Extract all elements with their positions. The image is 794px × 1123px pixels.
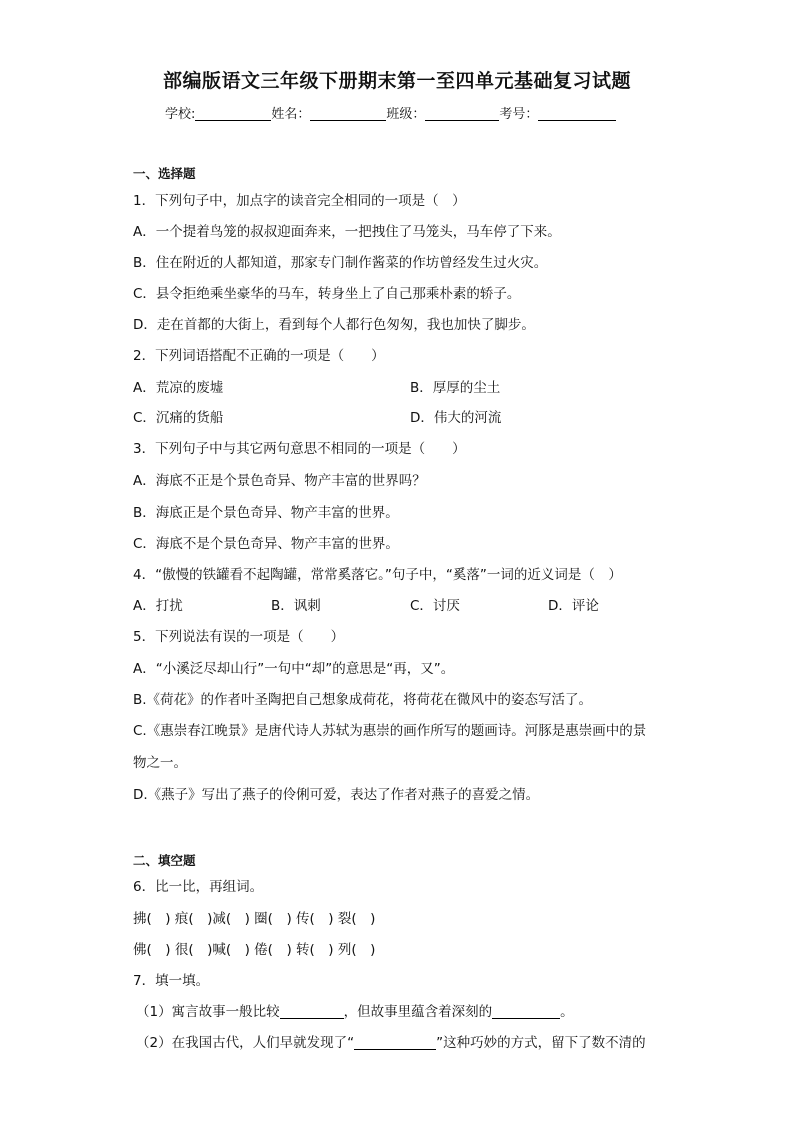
question-1-stem: 1．下列句子中，加点字的读音完全相同的一项是（ ） xyxy=(133,193,466,209)
section-heading-choice: 一、选择题 xyxy=(133,166,196,181)
student-info-row xyxy=(165,103,616,122)
exam-number-blank[interactable] xyxy=(538,106,616,121)
page-title: 部编版语文三年级下册期末第一至四单元基础复习试题 xyxy=(162,70,631,92)
question-2-option-d: D．伟大的河流 xyxy=(410,410,502,426)
question-1-option-d: D．走在首都的大街上，看到每个人都行色匆匆，我也加快了脚步。 xyxy=(133,317,535,333)
school-blank[interactable] xyxy=(195,106,271,121)
question-1-option-a: A．一个提着鸟笼的叔叔迎面奔来，一把拽住了马笼头，马车停了下来。 xyxy=(133,224,561,240)
question-7-item-1-blank-1[interactable] xyxy=(280,1004,344,1019)
question-5-stem: 5．下列说法有误的一项是（ ） xyxy=(133,629,345,645)
question-7-item-2-text-a: （2）在我国古代，人们早就发现了“ xyxy=(136,1035,355,1051)
question-7-item-1-text-c: 。 xyxy=(560,1004,574,1020)
name-blank[interactable] xyxy=(310,106,386,121)
question-1-option-c: C．县令拒绝乘坐豪华的马车，转身坐上了自己那乘朴素的轿子。 xyxy=(133,286,521,302)
question-2-option-a: A．荒凉的废墟 xyxy=(133,380,224,396)
question-7-item-2 xyxy=(136,1034,646,1052)
question-7-item-1-text-b: ，但故事里蕴含着深刻的 xyxy=(343,1004,493,1020)
class-blank[interactable] xyxy=(425,106,499,121)
exam-number-label: 考号： xyxy=(499,107,539,122)
question-6-row-1: 拂( ) 痕( )减( ) 圈( ) 传( ) 裂( ) xyxy=(133,911,376,927)
question-7-item-1 xyxy=(136,1003,574,1021)
section-heading-fill: 二、填空题 xyxy=(133,853,196,868)
question-7-item-2-text-b: ”这种巧妙的方式，留下了数不清的 xyxy=(436,1035,646,1051)
question-3-stem: 3．下列句子中与其它两句意思不相同的一项是（ ） xyxy=(133,441,466,457)
question-1-option-b: B．住在附近的人都知道，那家专门制作酱菜的作坊曾经发生过火灾。 xyxy=(133,255,548,271)
question-5-option-a: A．“小溪泛尽却山行”一句中“却”的意思是“再，又”。 xyxy=(133,661,455,677)
question-3-option-b: B．海底正是个景色奇异、物产丰富的世界。 xyxy=(133,505,399,521)
question-2-option-c: C．沉痛的货船 xyxy=(133,410,224,426)
question-6-stem: 6．比一比，再组词。 xyxy=(133,879,264,895)
question-4-option-c: C．讨厌 xyxy=(410,598,460,614)
question-7-item-1-blank-2[interactable] xyxy=(492,1004,560,1019)
question-5-option-b: B.《荷花》的作者叶圣陶把自己想象成荷花，将荷花在微风中的姿态写活了。 xyxy=(133,692,593,708)
question-6-row-2: 佛( ) 很( )喊( ) 倦( ) 转( ) 列( ) xyxy=(133,942,376,958)
question-7-item-2-blank-1[interactable] xyxy=(354,1035,436,1050)
question-5-option-c-line2: 物之一。 xyxy=(133,755,187,771)
question-4-option-d: D．评论 xyxy=(548,598,599,614)
question-2-stem: 2．下列词语搭配不正确的一项是（ ） xyxy=(133,348,385,364)
question-3-option-a: A．海底不正是个景色奇异、物产丰富的世界吗？ xyxy=(133,473,426,489)
question-4-stem: 4．“傲慢的铁罐看不起陶罐，常常奚落它。”句子中，“奚落”一词的近义词是（ ） xyxy=(133,567,622,583)
question-5-option-d: D.《燕子》写出了燕子的伶俐可爱，表达了作者对燕子的喜爱之情。 xyxy=(133,787,540,803)
question-7-stem: 7．填一填。 xyxy=(133,973,210,989)
name-label: 姓名： xyxy=(271,107,311,122)
question-4-option-b: B．讽刺 xyxy=(271,598,321,614)
question-3-option-c: C．海底不是个景色奇异、物产丰富的世界。 xyxy=(133,536,399,552)
question-5-option-c-line1: C.《惠崇春江晚景》是唐代诗人苏轼为惠崇的画作所写的题画诗。河豚是惠崇画中的景 xyxy=(133,723,647,739)
school-label: 学校: xyxy=(165,107,196,122)
question-7-item-1-text-a: （1）寓言故事一般比较 xyxy=(136,1004,280,1020)
class-label: 班级： xyxy=(386,107,426,122)
question-2-option-b: B．厚厚的尘土 xyxy=(410,380,501,396)
question-4-option-a: A．打扰 xyxy=(133,598,183,614)
